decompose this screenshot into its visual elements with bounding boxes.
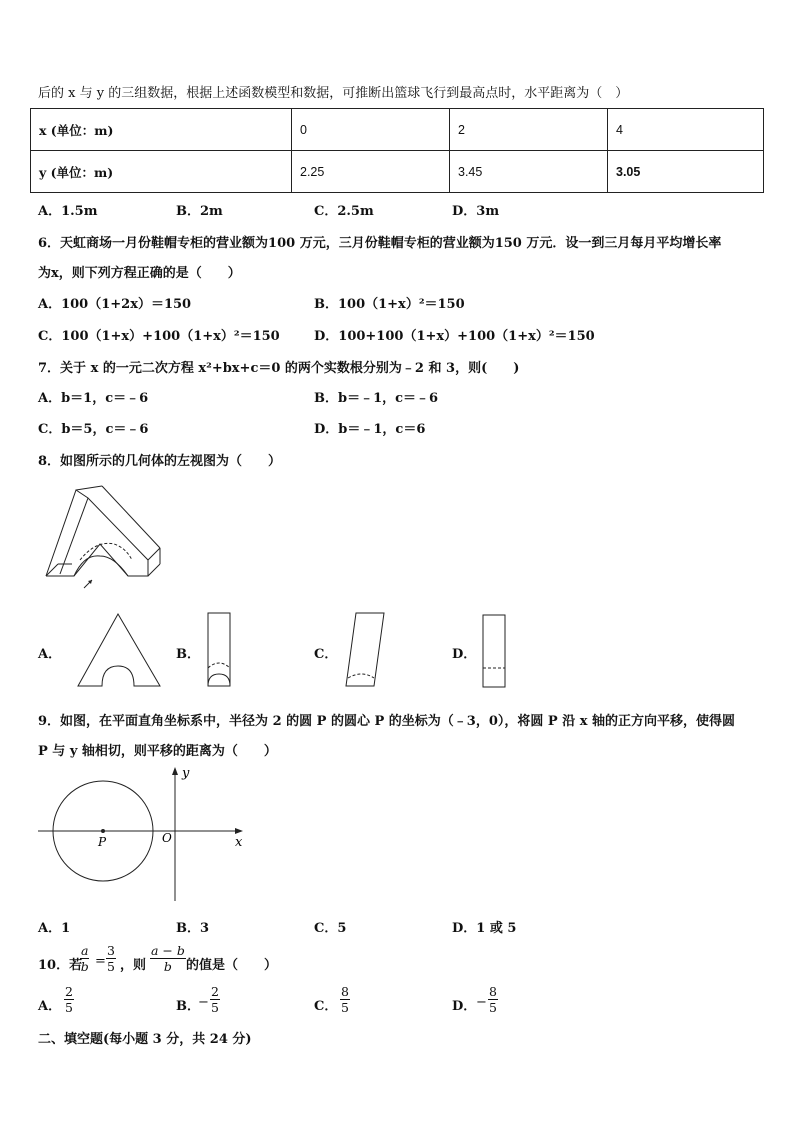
fraction-numerator: 2 <box>211 984 219 999</box>
q9-option-d: D．1 或 5 <box>452 921 517 936</box>
q7-option-b: B．b＝﹣1，c＝﹣6 <box>314 391 439 406</box>
q8-option-d-figure <box>482 614 508 690</box>
q10-option-d-sign: − <box>476 995 487 1010</box>
fraction-numerator: 8 <box>489 984 497 999</box>
q5-stem: 后的 x 与 y 的三组数据，根据上述函数模型和数据，可推断出篮球飞行到最高点时，水平距离为（ ） <box>38 86 629 101</box>
fraction-numerator: 2 <box>65 984 73 999</box>
origin-label: O <box>162 831 172 845</box>
q6-option-c: C．100（1+x）+100（1+x）²＝150 <box>38 329 280 344</box>
q10-option-a-letter: A． <box>38 999 62 1014</box>
q5-option-b: B．2m <box>176 204 223 219</box>
fraction-denominator: b <box>80 959 89 974</box>
fraction-numerator: a − b <box>151 943 185 958</box>
table-row-label: x (单位：m) <box>31 109 292 151</box>
q9-stem-line1: 9．如图，在平面直角坐标系中，半径为 2 的圆 P 的圆心 P 的坐标为（﹣3，0），将圆 P 沿 x 轴的正方向平移，使得圆 <box>38 714 736 729</box>
fraction-denominator: 5 <box>341 1000 349 1015</box>
q9-option-c: C．5 <box>314 921 347 936</box>
fraction-numerator: 8 <box>341 984 349 999</box>
q10-option-c-letter: C． <box>314 999 338 1014</box>
q10-option-c-fraction <box>340 984 350 1015</box>
fraction-denominator: 5 <box>489 1000 497 1015</box>
table-cell: 3.45 <box>450 151 608 193</box>
q5-option-a: A．1.5m <box>38 204 98 219</box>
table-cell: 4 <box>608 109 764 151</box>
q6-option-b: B．100（1+x）²＝150 <box>314 297 465 312</box>
q6-stem-line1: 6．天虹商场一月份鞋帽专柜的营业额为100 万元，三月份鞋帽专柜的营业额为150 万元．设一到三月每月平均增长率 <box>38 236 722 251</box>
q10-equals: = <box>95 954 106 969</box>
q10-mid: ，则 <box>120 958 147 973</box>
q10-prefix: 10．若 <box>38 958 83 973</box>
fraction-denominator: 5 <box>65 1000 73 1015</box>
x-axis-label: x <box>235 835 243 850</box>
q7-stem: 7．关于 x 的一元二次方程 x²+bx+c＝0 的两个实数根分别为﹣2 和 3，则( ) <box>38 361 520 376</box>
q6-option-d: D．100+100（1+x）+100（1+x）²＝150 <box>314 329 595 344</box>
q10-option-d-fraction <box>488 984 498 1015</box>
q9-option-a: A．1 <box>38 921 71 936</box>
table-row <box>31 151 764 193</box>
q9-option-b: B．3 <box>176 921 210 936</box>
q10-option-b-fraction <box>210 984 220 1015</box>
q8-stem: 8．如图所示的几何体的左视图为（ ） <box>38 454 282 469</box>
q10-suffix: 的值是（ ） <box>186 958 278 973</box>
q10-option-b-sign: − <box>198 995 209 1010</box>
q5-option-d: D．3m <box>452 204 500 219</box>
fraction-denominator: b <box>163 959 172 974</box>
q8-option-b-label: B． <box>176 647 200 662</box>
q8-option-a-figure <box>76 612 162 688</box>
table-cell: 2 <box>450 109 608 151</box>
table-cell: 2.25 <box>292 151 450 193</box>
fraction-numerator: a <box>81 943 89 958</box>
table-cell: 3.05 <box>608 151 764 193</box>
q8-option-c-figure <box>342 612 388 688</box>
q8-solid-figure <box>40 484 160 594</box>
table-row-label: y (单位：m) <box>31 151 292 193</box>
q7-option-a: A．b＝1，c＝﹣6 <box>38 391 149 406</box>
q10-given-fraction <box>80 943 89 974</box>
q8-option-b-figure <box>207 612 233 688</box>
q10-option-a-fraction <box>64 984 74 1015</box>
q6-option-a: A．100（1+2x）＝150 <box>38 297 192 312</box>
y-axis-label: y <box>182 766 190 781</box>
q10-given-ratio <box>106 943 116 974</box>
q8-option-d-label: D． <box>452 647 477 662</box>
fraction-numerator: 3 <box>107 943 115 958</box>
q10-ask-fraction <box>150 943 186 974</box>
q6-stem-line2: 为x，则下列方程正确的是（ ） <box>38 266 241 281</box>
fraction-denominator: 5 <box>211 1000 219 1015</box>
q5-option-c: C．2.5m <box>314 204 374 219</box>
section-title: 二、填空题(每小题 3 分，共 24 分) <box>38 1032 252 1047</box>
q8-option-a-label: A． <box>38 647 62 662</box>
q9-coordinate-figure <box>36 764 246 904</box>
fraction-denominator: 5 <box>107 959 115 974</box>
q10-option-d-letter: D． <box>452 999 477 1014</box>
center-p-label: P <box>98 835 107 849</box>
q7-option-c: C．b＝5，c＝﹣6 <box>38 422 149 437</box>
q10-option-b-letter: B． <box>176 999 200 1014</box>
q9-stem-line2: P 与 y 轴相切，则平移的距离为（ ） <box>38 744 277 759</box>
q5-data-table <box>30 108 764 193</box>
q7-option-d: D．b＝﹣1，c＝6 <box>314 422 426 437</box>
table-row <box>31 109 764 151</box>
q8-option-c-label: C． <box>314 647 338 662</box>
table-cell: 0 <box>292 109 450 151</box>
